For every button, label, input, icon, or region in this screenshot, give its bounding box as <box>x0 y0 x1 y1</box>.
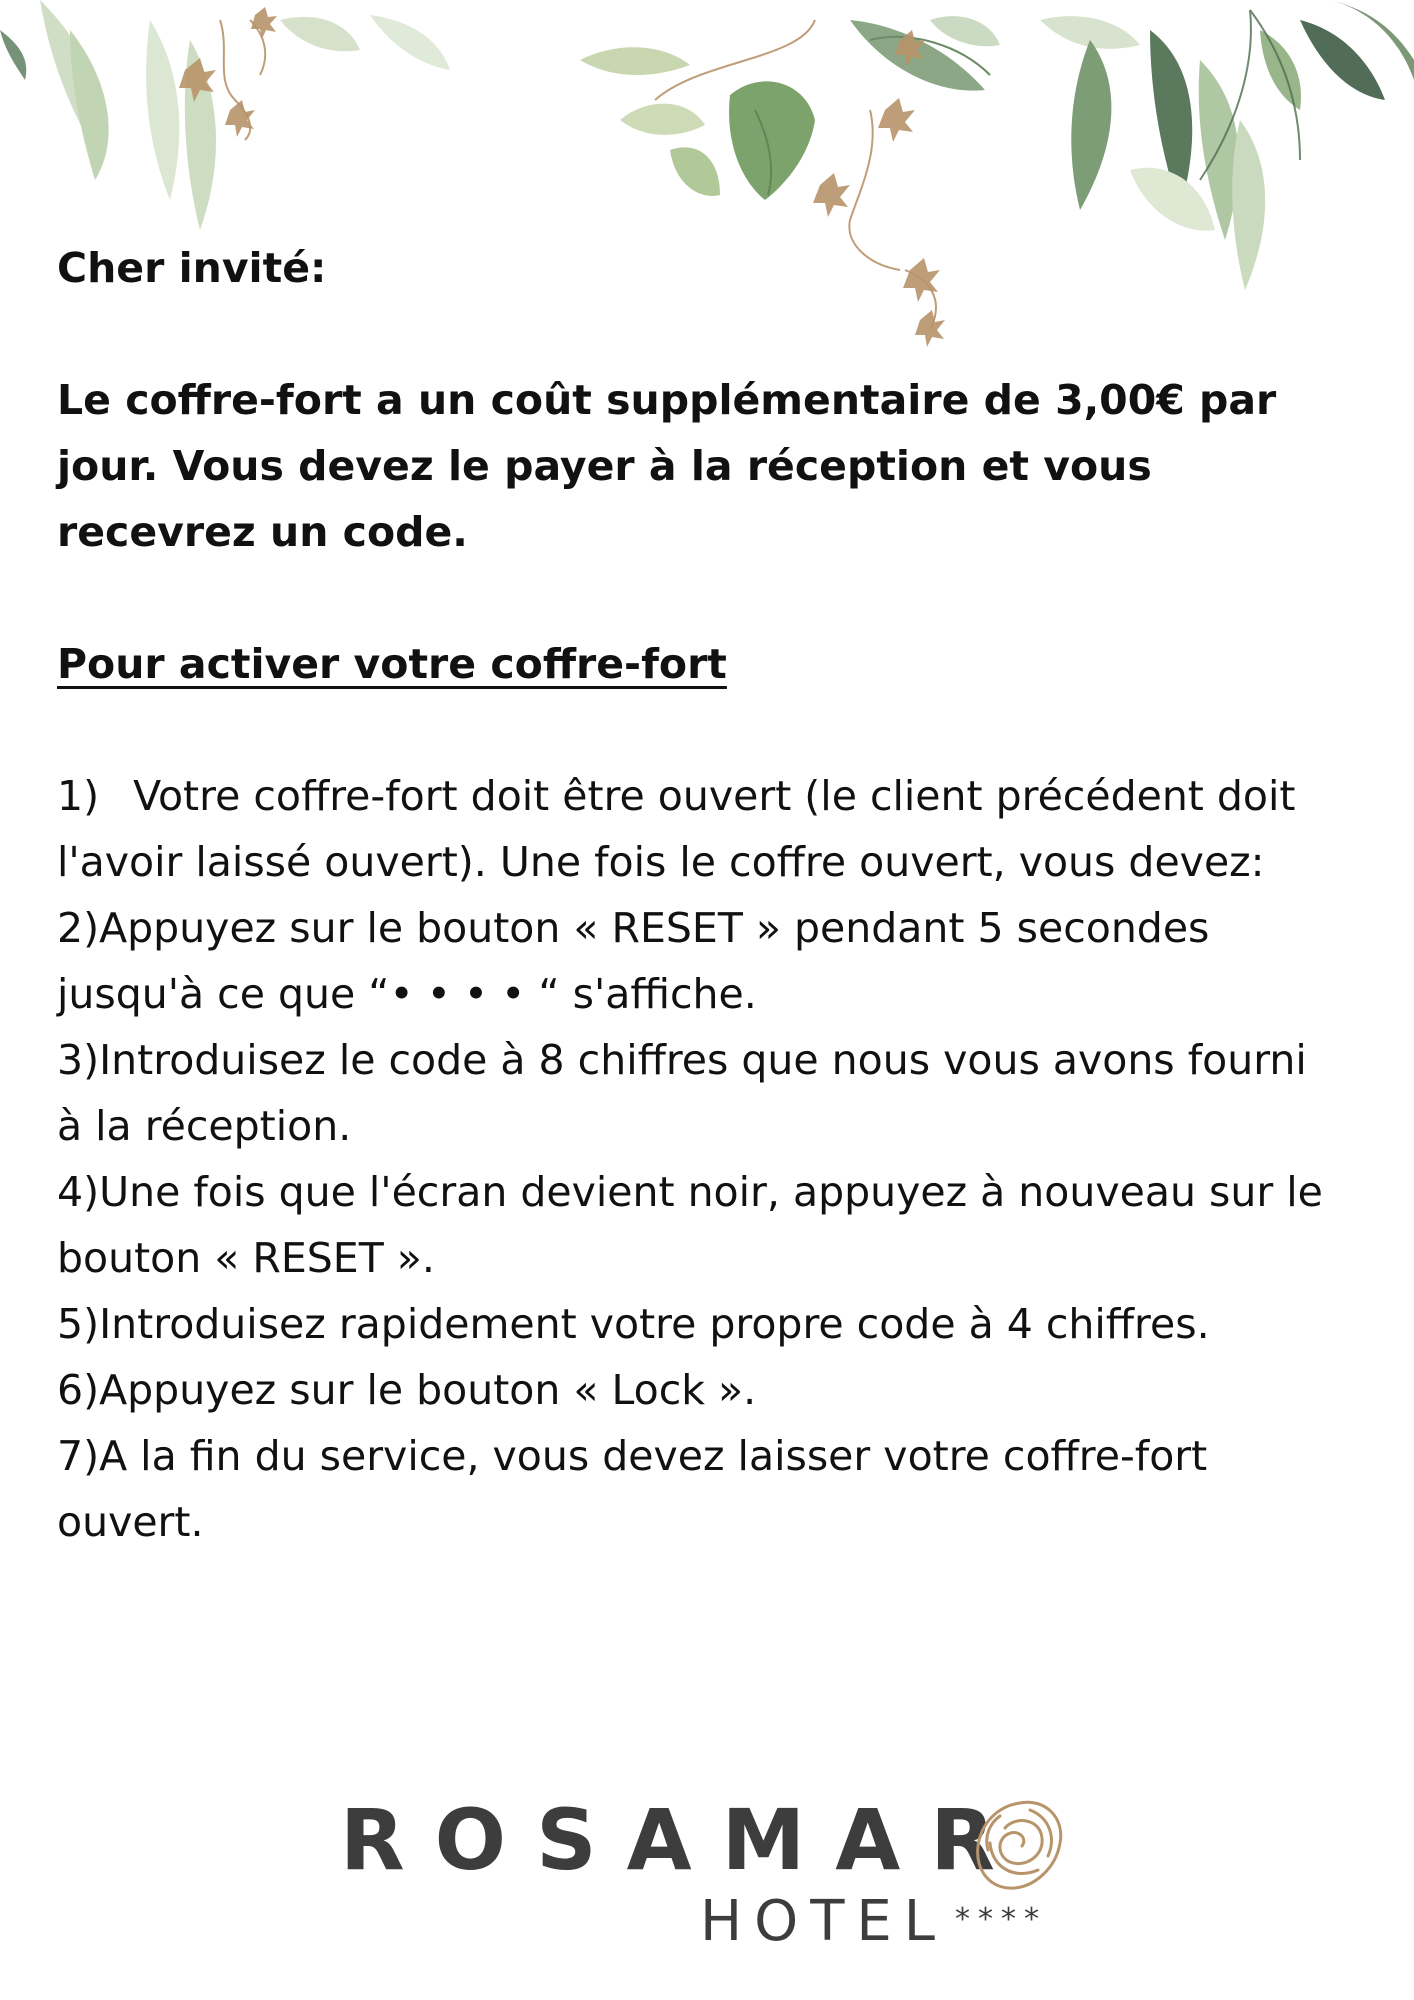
intro-paragraph: Le coffre-fort a un coût supplémentaire de 3,00€ par jour. Vous devez le payer à la réception et vous recevrez un code. <box>57 376 1277 556</box>
step-number: 1) <box>57 772 100 820</box>
step-6 <box>57 1357 1337 1423</box>
step-text: A la fin du service, vous devez laisser votre coffre-fort ouvert. <box>57 1432 1208 1546</box>
step-5 <box>57 1291 1337 1357</box>
step-number: 5) <box>57 1300 100 1348</box>
rating-stars: **** <box>955 1902 1047 1937</box>
step-3 <box>57 1027 1337 1159</box>
step-number: 6) <box>57 1366 100 1414</box>
step-2 <box>57 895 1337 1027</box>
logo-subtitle: HOTEL <box>700 1889 947 1954</box>
step-number: 3) <box>57 1036 100 1084</box>
step-number: 7) <box>57 1432 100 1480</box>
rose-icon <box>960 1788 1080 1908</box>
logo-name: ROSAMAR <box>340 1791 1025 1889</box>
notice-body <box>57 235 1357 1555</box>
hotel-logo <box>330 1790 1110 1960</box>
step-1 <box>57 763 1337 895</box>
step-text: Une fois que l'écran devient noir, appuyez à nouveau sur le bouton « RESET ». <box>57 1168 1323 1282</box>
step-number: 2) <box>57 904 100 952</box>
greeting: Cher invité: <box>57 244 327 292</box>
step-4 <box>57 1159 1337 1291</box>
step-text: Votre coffre-fort doit être ouvert (le client précédent doit l'avoir laissé ouvert). Une fois le coffre ouvert, vous devez: <box>57 772 1296 886</box>
instructions-heading: Pour activer votre coffre-fort <box>57 640 727 688</box>
step-text: Appuyez sur le bouton « Lock ». <box>99 1366 757 1414</box>
step-number: 4) <box>57 1168 100 1216</box>
step-7 <box>57 1423 1337 1555</box>
step-text: Appuyez sur le bouton « RESET » pendant 5 secondes jusqu'à ce que “• • • • “ s'affiche. <box>57 904 1210 1018</box>
instruction-steps <box>57 763 1337 1555</box>
step-text: Introduisez rapidement votre propre code à 4 chiffres. <box>99 1300 1210 1348</box>
step-text: Introduisez le code à 8 chiffres que nous vous avons fourni à la réception. <box>57 1036 1307 1150</box>
